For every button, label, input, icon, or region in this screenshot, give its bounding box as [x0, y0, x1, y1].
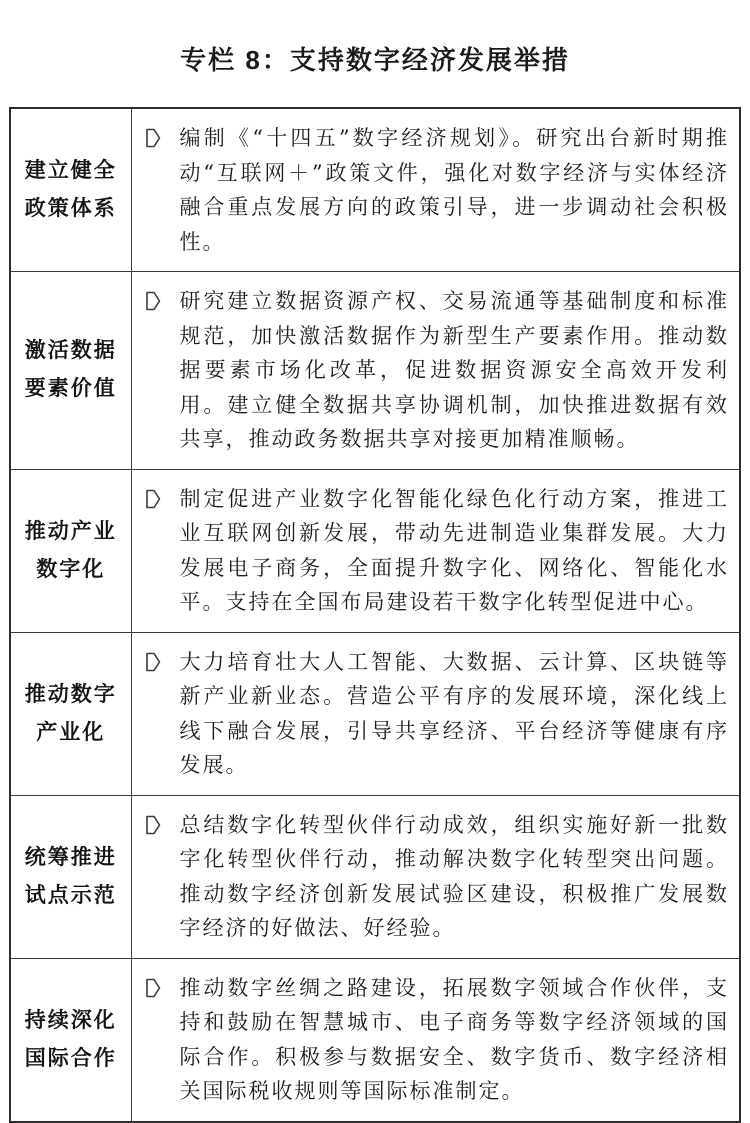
table-row: [10, 632, 740, 795]
measure-item: [144, 645, 730, 783]
row-header: [10, 108, 131, 272]
row-header-line: 建立健全: [24, 159, 117, 182]
pentagon-right-arrow-icon: [144, 652, 161, 672]
measures-table: [9, 107, 741, 1123]
table-row: [10, 108, 740, 272]
row-header: [10, 272, 131, 470]
measure-item: [144, 482, 730, 620]
pentagon-right-arrow-icon: [144, 489, 161, 509]
measure-text: 研究建立数据资源产权、交易流通等基础制度和标准规范，加快激活数据作为新型生产要素作用。推动数据要素市场化改革，促进数据资源安全高效开发利用。建立健全数据共享协调机制，加快推进数据有效共享，推动政务数据共享对接更加精准顺畅。: [179, 289, 729, 451]
table-row: [10, 795, 740, 958]
row-header: [10, 469, 131, 632]
measure-text: 推动数字丝绸之路建设，拓展数字领域合作伙伴，支持和鼓励在智慧城市、电子商务等数字经济领域的国际合作。积极参与数据安全、数字货币、数字经济相关国际税收规则等国际标准制定。: [179, 975, 729, 1103]
row-header-line: 推动产业: [24, 519, 117, 543]
row-header-line: 政策体系: [24, 197, 117, 220]
row-header: [10, 958, 131, 1122]
row-header-line: 推动数字: [24, 682, 117, 706]
page-title: 专栏 8：支持数字经济发展举措: [180, 45, 570, 75]
row-content: [131, 795, 740, 958]
table-row: [10, 958, 740, 1122]
row-header-line: 国际合作: [24, 1046, 117, 1070]
measure-item: [144, 284, 730, 457]
row-header-line: 持续深化: [24, 1008, 117, 1032]
measure-text: 大力培育壮大人工智能、大数据、云计算、区块链等新产业新业态。营造公平有序的发展环境，深化线上线下融合发展，引导共享经济、平台经济等健康有序发展。: [179, 649, 729, 777]
pentagon-right-arrow-icon: [144, 291, 161, 311]
measure-item: [144, 808, 730, 946]
row-content: [131, 469, 740, 632]
row-content: [131, 272, 740, 470]
row-content: [131, 632, 740, 795]
row-header-line: 激活数据: [24, 339, 117, 363]
measure-text: 编制《“十四五”数字经济规划》。研究出台新时期推动“互联网＋”政策文件，强化对数字经济与实体经济融合重点发展方向的政策引导，进一步调动社会积极性。: [179, 126, 729, 254]
pentagon-right-arrow-icon: [144, 978, 161, 998]
row-header: [10, 632, 131, 795]
row-header-line: 试点示范: [24, 883, 117, 907]
measure-text: 总结数字化转型伙伴行动成效，组织实施好新一批数字化转型伙伴行动，推动解决数字化转型突出问题。推动数字经济创新发展试验区建设，积极推广发展数字经济的好做法、好经验。: [179, 812, 729, 940]
measure-item: [144, 121, 730, 259]
row-header-line: 统筹推进: [24, 845, 117, 869]
row-header: [10, 795, 131, 958]
row-content: [131, 958, 740, 1122]
row-header-line: 要素价值: [24, 377, 117, 401]
pentagon-right-arrow-icon: [144, 815, 161, 835]
table-row: [10, 272, 740, 470]
pentagon-right-arrow-icon: [144, 128, 161, 148]
row-content: [131, 108, 740, 272]
measure-item: [144, 971, 730, 1109]
table-row: [10, 469, 740, 632]
row-header-line: 数字化: [36, 557, 106, 581]
measure-text: 制定促进产业数字化智能化绿色化行动方案，推进工业互联网创新发展，带动先进制造业集群发展。大力发展电子商务，全面提升数字化、网络化、智能化水平。支持在全国布局建设若干数字化转型促进中心。: [179, 486, 729, 614]
row-header-line: 产业化: [36, 720, 106, 744]
